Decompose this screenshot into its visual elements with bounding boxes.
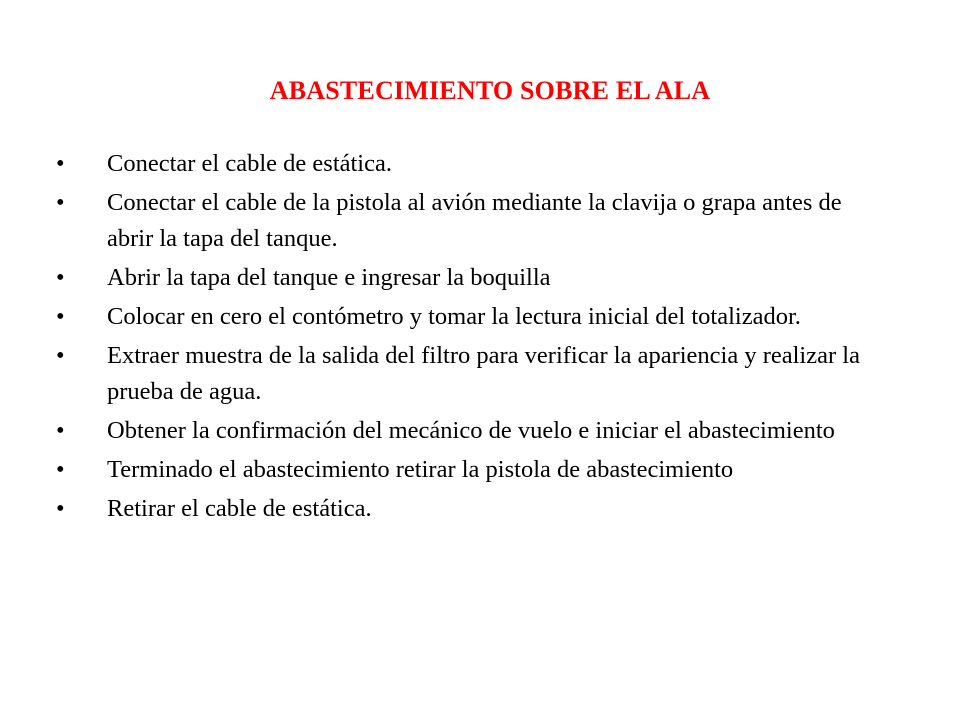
list-item [56, 146, 876, 182]
bullet-text: Obtener la confirmación del mecánico de vuelo e iniciar el abastecimiento [107, 417, 835, 444]
bullet-icon: • [56, 456, 65, 483]
bullet-text: Conectar el cable de estática. [107, 150, 392, 177]
bullet-text: Colocar en cero el contómetro y tomar la lectura inicial del totalizador. [107, 303, 801, 330]
bullet-icon: • [56, 303, 65, 330]
bullet-icon: • [56, 264, 65, 291]
bullet-text: Conectar el cable de la pistola al avión mediante la clavija o grapa antes de abrir la tapa del tanque. [107, 189, 842, 252]
bullet-icon: • [56, 150, 65, 177]
list-item [56, 260, 876, 296]
bullet-icon: • [56, 189, 65, 216]
list-item [56, 413, 876, 449]
list-item [56, 452, 876, 488]
list-item [56, 299, 876, 335]
bullet-list [56, 146, 876, 530]
bullet-icon: • [56, 342, 65, 369]
bullet-text: Terminado el abastecimiento retirar la pistola de abastecimiento [107, 456, 734, 483]
bullet-text: Retirar el cable de estática. [107, 495, 372, 522]
bullet-icon: • [56, 495, 65, 522]
list-item [56, 338, 876, 410]
bullet-text: Extraer muestra de la salida del filtro para verificar la apariencia y realizar la prueba de agua. [107, 342, 860, 405]
slide-title: ABASTECIMIENTO SOBRE EL ALA [269, 76, 711, 105]
list-item [56, 491, 876, 527]
bullet-text: Abrir la tapa del tanque e ingresar la boquilla [107, 264, 551, 291]
bullet-icon: • [56, 417, 65, 444]
list-item [56, 185, 876, 257]
